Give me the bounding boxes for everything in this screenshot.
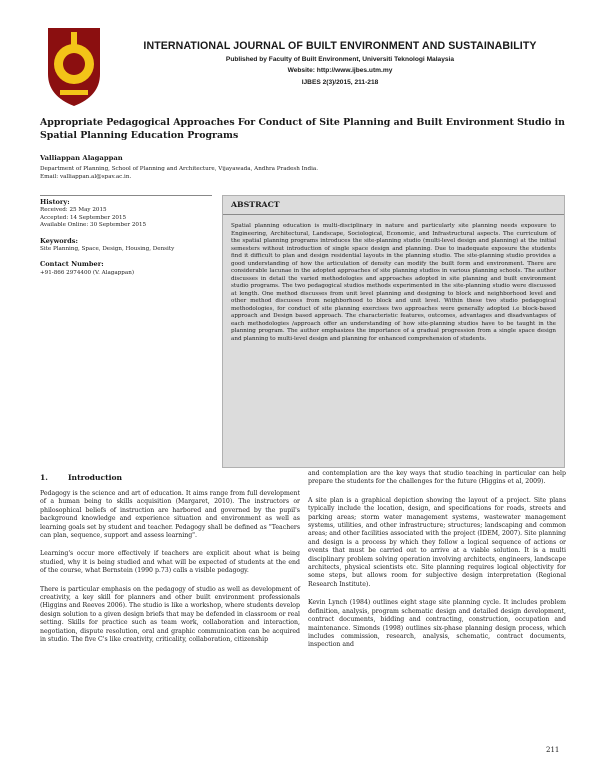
article-info bbox=[40, 195, 212, 469]
journal-title: INTERNATIONAL JOURNAL OF BUILT ENVIRONMENT AND SUSTAINABILITY bbox=[143, 40, 537, 52]
paragraph: A site plan is a graphical depiction showing the layout of a project. Site plans typically include the location, design, and specifications for roads, streets and parking areas; storm water management systems, wastewater management systems, utilities, and other infrastructure; structures; landscaping and common areas; and other facilities associated with the project (IDEM, 2007). Site planning and design is a process by which they follow a logical sequence of actions or events that must be carried out to arrive at a viable solution. It is a multi disciplinary problem solving operation involving architects, engineers, landscape architects, physical scientists etc. Site planning requires logical objectivity for some steps, but allows room for subjective design interpretation (Regional Research Institute). bbox=[308, 496, 566, 588]
journal-header bbox=[120, 40, 560, 86]
abstract-heading: ABSTRACT bbox=[223, 196, 564, 215]
accepted-date: Accepted: 14 September 2015 bbox=[40, 214, 127, 221]
paragraph: There is particular emphasis on the pedagogy of studio as well as development of creativity, a key skill for planners and other built environment professionals (Higgins and Reeves 2006). The studio is like a workshop, where students develop design solution to a given design briefs that may be defended in classroom or real setting. Skills for practice such as team work, collaboration and interaction, negotiation, dispute resolution, oral and graphic communication can be acquired in studio. The five C's like creativity, criticality, collaboration, citizenship bbox=[40, 585, 300, 644]
author-affiliation-block bbox=[40, 165, 560, 181]
journal-issue: IJBES 2(3)/2015, 211-218 bbox=[301, 79, 379, 86]
paragraph: and contemplation are the key ways that studio teaching in particular can help prepare the students for the challenges for the future (Higgins et al, 2009). bbox=[308, 470, 566, 486]
abstract-text: Spatial planning education is multi-disciplinary in nature and particularly site planning needs exposure to Engineering, Architectural, Landscape, Sociological, Economic, and Infrastructural aspects. The curriculum of the spatial planning programs introduces the site-planning studio (multi-level design and planning) at the initial semesters without introduction of single space design and planning. Due to inadequate exposure the students find it difficult to plan and design residential layouts in the planning studio. The site-planning studio provides a good understanding of how the articulation of density can modify the built form and environment. There are considerable lacunae in the adopted approaches of site planning studios in various planning schools. The author discusses in detail the varied methodologies and approaches adopted in site planning and built environment studio programs. The two pedagogical studios methods experimented in the site-planning studio were discussed at length. One method discusses from unit level planning and designing to block and neighborhood level and other method discusses from neighborhood to block and unit level. Within these two studio pedagogical methodologies, for conduct of site planning exercises two approaches were generally adopted i.e block-based approach and Design based approach. The characteristic features, outcomes, advantages and disadvantages of each methodologies /approach offer an understanding of how site-planning studios have to be taught in the planning program. The author emphasizes the importance of a gradual progression from a single space design and planning to multi-level design and planning for enhanced comprehension of students. bbox=[231, 223, 556, 342]
section-number: 1. bbox=[40, 473, 48, 482]
received-date: Received: 25 May 2015 bbox=[40, 207, 107, 214]
body-right-column bbox=[308, 470, 566, 660]
emblem-torch bbox=[71, 32, 77, 52]
author-affiliation: Department of Planning, School of Planning and Architecture, Vijayawada, Andhra Pradesh India. bbox=[40, 166, 318, 172]
available-date: Available Online: 30 September 2015 bbox=[40, 222, 147, 229]
body-left-column bbox=[40, 490, 300, 655]
keywords-label: Keywords: bbox=[40, 236, 78, 245]
journal-publisher: Published by Faculty of Built Environment, Universiti Teknologi Malaysia bbox=[225, 56, 455, 63]
paper-title: Appropriate Pedagogical Approaches For Conduct of Site Planning and Built Environment Studio in Spatial Planning Education Programs bbox=[40, 117, 565, 141]
section-heading bbox=[40, 473, 122, 482]
abstract-box bbox=[222, 195, 565, 468]
journal-website[interactable]: Website: http://www.ijbes.utm.my bbox=[287, 67, 393, 74]
contact-number: +91-866 2974400 (V. Alagappan) bbox=[40, 269, 135, 276]
university-emblem-icon bbox=[40, 24, 108, 108]
emblem-base bbox=[60, 90, 88, 95]
author-email[interactable]: Email: valliappan.al@spav.ac.in. bbox=[40, 174, 132, 180]
emblem-core bbox=[63, 53, 85, 75]
paragraph: Kevin Lynch (1984) outlines eight stage site planning cycle. It includes problem definition, analysis, program schematic design and detailed design development, contract documents, bidding and contracting, construction, occupation and maintenance. Simonds (1998) outlines six-phase planning design process, which includes commission, research, analysis, schematic, contract documents, inspection and bbox=[308, 599, 566, 649]
author-name: Valliappan Alagappan bbox=[40, 154, 123, 162]
paragraph: Learning's occur more effectively if teachers are explicit about what is being studied, why it is being studied and what will be expected of students at the end of the course, what Bernstein (1990 p.73) calls a visible pedagogy. bbox=[40, 550, 300, 575]
keywords: Site Planning, Space, Design, Housing, Density bbox=[40, 246, 175, 253]
paragraph: Pedagogy is the science and art of education. It aims range from full development of a human being to skills acquisition (Margaret, 2010). The instructors or philosophical beliefs of instruction are harbored and governed by the pupil's background knowledge and experience situation and environment as well as learning goals set by student and teacher. Pedagogy shall be defined as "Teachers can plan, sequence, support and assess learning". bbox=[40, 490, 300, 540]
contact-label: Contact Number: bbox=[40, 260, 104, 269]
history-label: History: bbox=[40, 198, 70, 206]
page-number: 211 bbox=[546, 746, 560, 754]
section-title: Introduction bbox=[68, 473, 123, 482]
